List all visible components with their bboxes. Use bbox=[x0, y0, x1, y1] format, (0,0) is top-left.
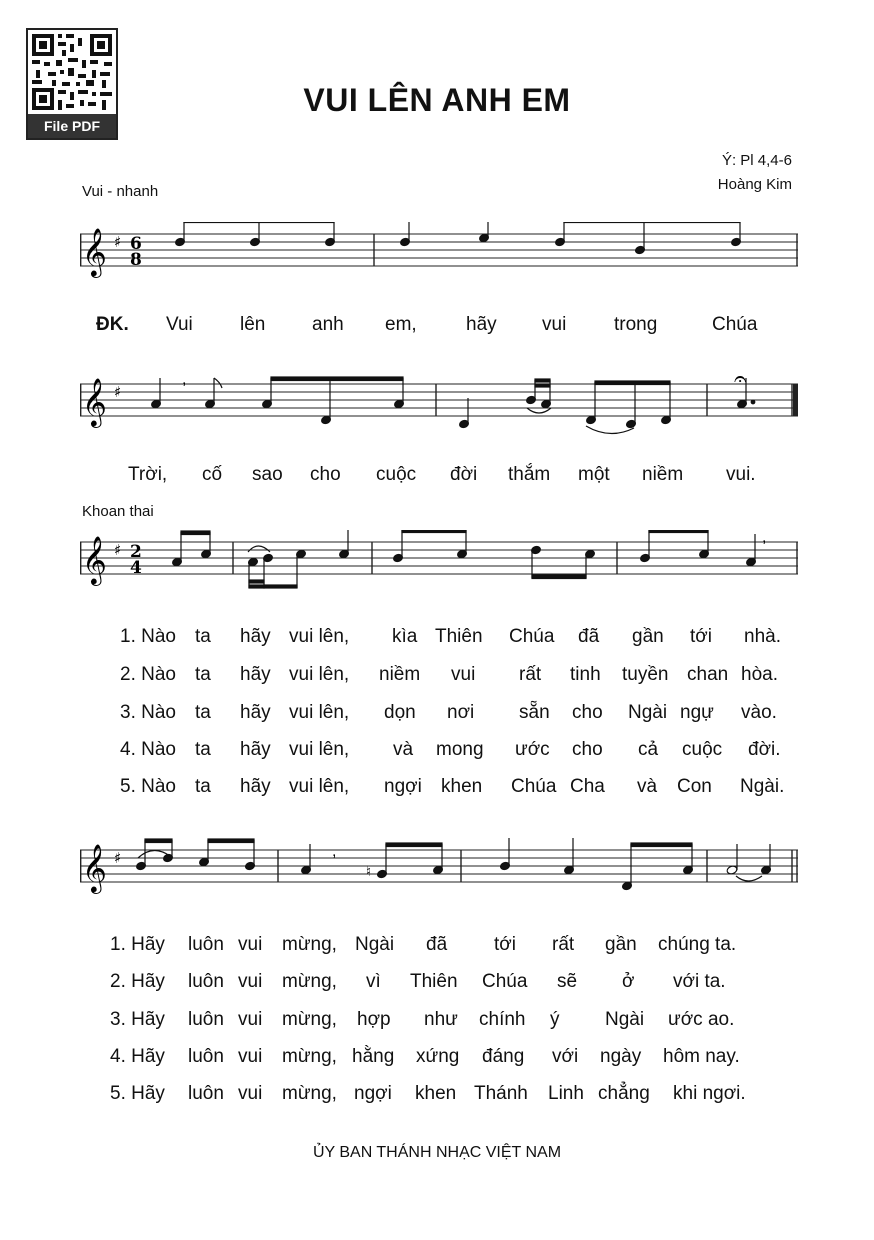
lyric-syllable: vui. bbox=[726, 464, 756, 485]
lyric-syllable: 2. Nào bbox=[120, 664, 176, 685]
lyric-syllable: Thánh bbox=[474, 1083, 528, 1104]
lyric-syllable: 3. Nào bbox=[120, 702, 176, 723]
lyric-syllable: hãy bbox=[240, 776, 271, 797]
lyric-syllable: ta bbox=[195, 739, 211, 760]
lyric-syllable: trong bbox=[614, 314, 658, 335]
lyric-syllable: Chúa bbox=[712, 314, 758, 335]
lyric-syllable: dọn bbox=[384, 702, 416, 723]
lyric-syllable: mong bbox=[436, 739, 484, 760]
lyric-syllable: ngày bbox=[600, 1046, 642, 1067]
lyric-syllable: ta bbox=[195, 702, 211, 723]
lyric-syllable: lên bbox=[240, 314, 266, 335]
staff-system-1 bbox=[80, 222, 798, 292]
lyric-syllable: khen bbox=[415, 1083, 457, 1104]
verse-line bbox=[0, 934, 874, 960]
lyric-syllable: tới bbox=[494, 934, 516, 955]
lyric-syllable: Linh bbox=[548, 1083, 584, 1104]
lyric-syllable: 1. Nào bbox=[120, 626, 176, 647]
lyric-syllable: gần bbox=[605, 934, 637, 955]
lyric-syllable: vui bbox=[451, 664, 476, 685]
lyric-syllable: chẳng bbox=[598, 1083, 650, 1104]
staff-system-2 bbox=[80, 372, 798, 452]
treble-clef-icon: 𝄞 bbox=[82, 843, 107, 892]
verse-line bbox=[0, 664, 874, 690]
qr-label: File PDF bbox=[28, 114, 116, 138]
staff-system-4 bbox=[80, 838, 798, 918]
song-title: VUI LÊN ANH EM bbox=[303, 82, 571, 118]
lyric-syllable: vì bbox=[366, 971, 381, 992]
lyric-syllable: nơi bbox=[447, 702, 475, 723]
verse-lyrics-b bbox=[0, 934, 874, 1124]
lyric-syllable: cuộc bbox=[682, 739, 723, 760]
publisher-footer: ỦY BAN THÁNH NHẠC VIỆT NAM bbox=[312, 1144, 562, 1161]
lyric-syllable: với bbox=[552, 1046, 579, 1067]
time-signature-bottom: 8 bbox=[130, 250, 142, 270]
lyric-syllable: mừng, bbox=[282, 971, 337, 992]
lyric-syllable: luôn bbox=[188, 1046, 224, 1067]
lyric-syllable: Trời, bbox=[128, 464, 168, 485]
lyric-syllable: đáng bbox=[482, 1046, 525, 1067]
lyric-syllable: niềm bbox=[642, 464, 684, 485]
lyric-syllable: Chúa bbox=[509, 626, 555, 647]
lyric-syllable: hãy bbox=[240, 702, 271, 723]
lyric-syllable: đã bbox=[426, 934, 448, 955]
lyric-syllable: tới bbox=[690, 626, 712, 647]
treble-clef-icon: 𝄞 bbox=[82, 535, 107, 584]
lyric-syllable: hôm nay. bbox=[663, 1046, 740, 1067]
lyric-syllable: tuyền bbox=[622, 664, 669, 685]
lyric-syllable: sẵn bbox=[519, 702, 550, 723]
lyric-syllable: mừng, bbox=[282, 1009, 337, 1030]
lyric-syllable: 3. Hãy bbox=[110, 1009, 165, 1030]
lyric-syllable: Chúa bbox=[511, 776, 557, 797]
lyric-syllable: sao bbox=[252, 464, 283, 485]
lyric-syllable: vui bbox=[238, 971, 263, 992]
sharp-icon: ♯ bbox=[114, 849, 122, 867]
lyric-syllable: vui lên, bbox=[289, 702, 350, 723]
lyric-syllable: luôn bbox=[188, 934, 224, 955]
lyric-syllable: cho bbox=[572, 739, 603, 760]
lyric-syllable: và bbox=[637, 776, 658, 797]
verse-lyrics-a bbox=[0, 626, 874, 816]
verse-line bbox=[0, 626, 874, 652]
lyric-syllable: niềm bbox=[379, 664, 421, 685]
lyric-syllable: luôn bbox=[188, 971, 224, 992]
lyric-syllable: hằng bbox=[352, 1046, 395, 1067]
lyric-syllable: vui bbox=[238, 1009, 263, 1030]
lyric-syllable: 5. Nào bbox=[120, 776, 176, 797]
lyric-syllable: Ngài bbox=[628, 702, 668, 723]
lyric-syllable: vào. bbox=[741, 702, 777, 723]
lyric-syllable: 4. Nào bbox=[120, 739, 176, 760]
lyric-syllable: vui lên, bbox=[289, 739, 350, 760]
lyric-syllable: ngợi bbox=[354, 1083, 392, 1104]
composer-name: Hoàng Kim bbox=[717, 176, 792, 193]
sharp-icon: ♯ bbox=[114, 383, 122, 401]
lyric-syllable: mừng, bbox=[282, 934, 337, 955]
lyric-syllable: Thiên bbox=[410, 971, 458, 992]
time-signature-top: 2 bbox=[130, 542, 142, 562]
scripture-reference: Ý: Pl 4,4-6 bbox=[721, 152, 792, 169]
verse-line bbox=[0, 702, 874, 728]
lyric-syllable: vui lên, bbox=[289, 776, 350, 797]
lyric-syllable: cả bbox=[638, 739, 659, 760]
lyric-syllable: ta bbox=[195, 776, 211, 797]
lyric-syllable: Cha bbox=[570, 776, 605, 797]
lyric-syllable: luôn bbox=[188, 1083, 224, 1104]
lyric-syllable: hợp bbox=[357, 1009, 391, 1030]
staff-system-3 bbox=[80, 530, 798, 610]
verse-line bbox=[0, 1083, 874, 1109]
treble-clef-icon: 𝄞 bbox=[82, 227, 107, 276]
lyric-syllable: đời bbox=[450, 464, 478, 485]
lyric-syllable: hòa. bbox=[741, 664, 778, 685]
lyric-syllable: tinh bbox=[570, 664, 601, 685]
natural-icon: ♮ bbox=[366, 864, 372, 880]
lyric-syllable: nhà. bbox=[744, 626, 781, 647]
lyrics-line-refrain-1 bbox=[0, 314, 874, 340]
lyric-syllable: đã bbox=[578, 626, 600, 647]
lyric-syllable: vui bbox=[238, 1046, 263, 1067]
refrain-label: ĐK. bbox=[96, 314, 129, 335]
lyric-syllable: cuộc bbox=[376, 464, 417, 485]
fermata-icon: 𝄐 bbox=[734, 372, 747, 392]
lyric-syllable: anh bbox=[312, 314, 344, 335]
lyric-syllable: xứng bbox=[416, 1046, 460, 1067]
lyric-syllable: khen bbox=[441, 776, 483, 797]
verse-line bbox=[0, 1046, 874, 1072]
lyric-syllable: vui lên, bbox=[289, 626, 350, 647]
lyric-syllable: và bbox=[393, 739, 414, 760]
lyric-syllable: ngợi bbox=[384, 776, 422, 797]
lyric-syllable: 2. Hãy bbox=[110, 971, 165, 992]
lyric-syllable: sẽ bbox=[557, 971, 578, 992]
lyric-syllable: cho bbox=[310, 464, 341, 485]
lyric-syllable: hãy bbox=[240, 626, 271, 647]
lyric-syllable: em, bbox=[385, 314, 417, 335]
lyric-syllable: mừng, bbox=[282, 1046, 337, 1067]
lyric-syllable: luôn bbox=[188, 1009, 224, 1030]
lyric-syllable: chính bbox=[479, 1009, 526, 1030]
lyric-syllable: cố bbox=[202, 464, 223, 485]
lyric-syllable: hãy bbox=[240, 739, 271, 760]
lyric-syllable: Ngài bbox=[355, 934, 395, 955]
lyric-syllable: khi ngơi. bbox=[673, 1083, 746, 1104]
lyric-syllable: vui bbox=[542, 314, 567, 335]
lyric-syllable: hãy bbox=[466, 314, 497, 335]
breath-mark-icon: , bbox=[762, 530, 767, 546]
lyric-syllable: ước ao. bbox=[668, 1009, 735, 1030]
lyric-syllable: Vui bbox=[166, 314, 193, 335]
lyric-syllable: Ngài bbox=[605, 1009, 645, 1030]
lyric-syllable: chan bbox=[687, 664, 729, 685]
verse-line bbox=[0, 739, 874, 765]
lyric-syllable: 1. Hãy bbox=[110, 934, 165, 955]
lyric-syllable: rất bbox=[519, 664, 542, 685]
lyric-syllable: gần bbox=[632, 626, 664, 647]
lyric-syllable: ngự bbox=[680, 702, 714, 723]
sharp-icon: ♯ bbox=[114, 541, 122, 559]
lyric-syllable: ý bbox=[550, 1009, 560, 1030]
lyric-syllable: Chúa bbox=[482, 971, 528, 992]
lyric-syllable: ta bbox=[195, 626, 211, 647]
lyric-syllable: ước bbox=[515, 739, 550, 760]
breath-mark-icon: , bbox=[332, 843, 337, 860]
verse-line bbox=[0, 776, 874, 802]
lyric-syllable: hãy bbox=[240, 664, 271, 685]
tempo-marking: Vui - nhanh bbox=[82, 183, 159, 200]
time-signature-top: 6 bbox=[130, 234, 142, 254]
lyric-syllable: đời. bbox=[748, 739, 781, 760]
lyric-syllable: Thiên bbox=[435, 626, 483, 647]
lyric-syllable: với ta. bbox=[673, 971, 726, 992]
lyric-syllable: rất bbox=[552, 934, 575, 955]
lyric-syllable: kìa bbox=[392, 626, 418, 647]
treble-clef-icon: 𝄞 bbox=[82, 377, 107, 426]
lyric-syllable: một bbox=[578, 464, 610, 485]
lyrics-line-refrain-2 bbox=[0, 464, 874, 490]
lyric-syllable: ta bbox=[195, 664, 211, 685]
tempo-marking: Khoan thai bbox=[82, 503, 154, 520]
lyric-syllable: vui lên, bbox=[289, 664, 350, 685]
lyric-syllable: chúng ta. bbox=[658, 934, 737, 955]
time-signature-bottom: 4 bbox=[130, 558, 142, 578]
breath-mark-icon: , bbox=[182, 372, 187, 388]
lyric-syllable: vui bbox=[238, 1083, 263, 1104]
lyric-syllable: 5. Hãy bbox=[110, 1083, 165, 1104]
lyric-syllable: vui bbox=[238, 934, 263, 955]
lyric-syllable: cho bbox=[572, 702, 603, 723]
lyric-syllable: mừng, bbox=[282, 1083, 337, 1104]
lyric-syllable: thắm bbox=[508, 464, 551, 485]
verse-line bbox=[0, 1009, 874, 1035]
lyric-syllable: 4. Hãy bbox=[110, 1046, 165, 1067]
lyric-syllable: Con bbox=[677, 776, 712, 797]
sharp-icon: ♯ bbox=[114, 233, 122, 251]
verse-line bbox=[0, 971, 874, 997]
lyric-syllable: như bbox=[424, 1009, 458, 1030]
lyric-syllable: ở bbox=[622, 971, 635, 992]
lyric-syllable: Ngài. bbox=[740, 776, 785, 797]
